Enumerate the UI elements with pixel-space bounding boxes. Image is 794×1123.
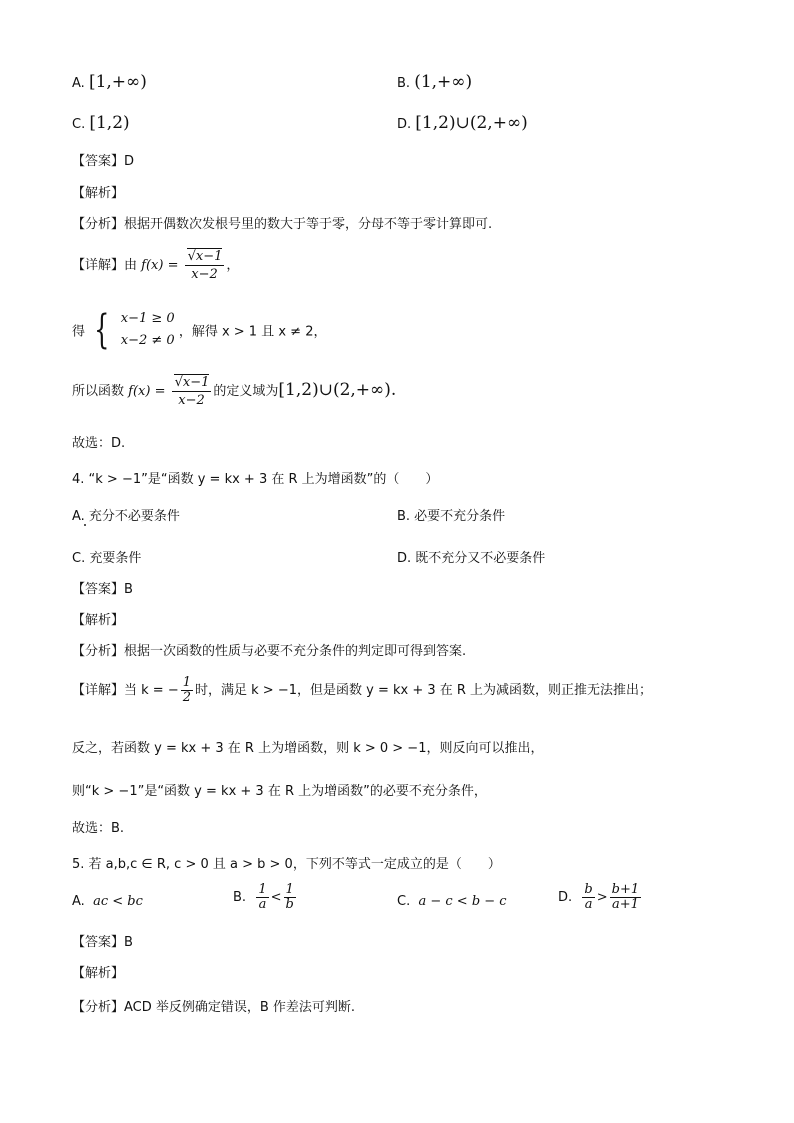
stray-dot	[84, 524, 86, 526]
q5-option-a: A. ac < bc	[72, 894, 143, 909]
q5-answer: 【答案】B	[72, 935, 133, 950]
q3-option-d: D. [1,2)∪(2,+∞)	[397, 113, 528, 133]
q4-option-b: B. 必要不充分条件	[397, 509, 506, 524]
q4-option-d: D. 既不充分又不必要条件	[397, 551, 546, 566]
q3-option-b: B. (1,+∞)	[397, 72, 473, 92]
q5-option-c: C. a − c < b − c	[397, 894, 507, 909]
q4-detail: 【详解】当 k = − $\frac{1}{2}$ 时，满足 k > −1，但是函数 y = kx + 3 在 R 上为减函数，则正推无法推出；	[72, 675, 653, 705]
q4-choose: 故选：B.	[72, 821, 125, 836]
q4-option-c: C. 充要条件	[72, 551, 142, 566]
q5-fenxi: 【分析】ACD 举反例确定错误，B 作差法可判断.	[72, 1000, 356, 1015]
q3-answer: 【答案】D	[72, 154, 135, 169]
q3-choose: 故选：D.	[72, 436, 126, 451]
q4-answer: 【答案】B	[72, 582, 133, 597]
q4-reverse: 反之，若函数 y = kx + 3 在 R 上为增函数，则 k > 0 > −1，则反向可以推出，	[72, 741, 544, 756]
q5-analysis-heading: 【解析】	[72, 966, 125, 981]
q3-analysis-heading: 【解析】	[72, 186, 125, 201]
q3-fraction: $\frac{√x-1}{x-2}$	[185, 248, 225, 283]
q3-fenxi: 【分析】根据开偶数次发根号里的数大于等于零，分母不等于零计算即可.	[72, 217, 493, 232]
q5-option-d: D. $\frac{b}{a}$ > $\frac{b+1}{a+1}$	[558, 882, 640, 912]
q5-stem: 5. 若 a,b,c ∈ R, c > 0 且 a > b > 0，下列不等式一定成立的是（ ）	[72, 857, 501, 872]
q4-analysis-heading: 【解析】	[72, 613, 125, 628]
q3-option-a: A. [1,+∞)	[72, 72, 147, 92]
q4-stem: 4. “k > −1”是“函数 y = kx + 3 在 R 上为增函数”的（ ）	[72, 472, 439, 487]
q3-option-c: C. [1,2)	[72, 113, 130, 133]
q3-domain: 所以函数 f(x) = $\frac{√x-1}{x-2}$ 的定义域为[1,2)∪(2,+∞).	[72, 375, 397, 408]
q3-system: 得 { x−1 ≥ 0 x−2 ≠ 0 ，解得 x > 1 且 x ≠ 2，	[72, 307, 327, 353]
q3-detail: 【详解】由 f(x) = $\frac{√x-1}{x-2}$ ，	[72, 249, 240, 282]
q4-option-a: A. 充分不必要条件	[72, 509, 180, 524]
q4-fenxi: 【分析】根据一次函数的性质与必要不充分条件的判定即可得到答案.	[72, 644, 467, 659]
q5-option-b: B. $\frac{1}{a}$ < $\frac{1}{b}$	[233, 882, 294, 912]
q4-conclusion: 则“k > −1”是“函数 y = kx + 3 在 R 上为增函数”的必要不充分条件，	[72, 784, 487, 799]
